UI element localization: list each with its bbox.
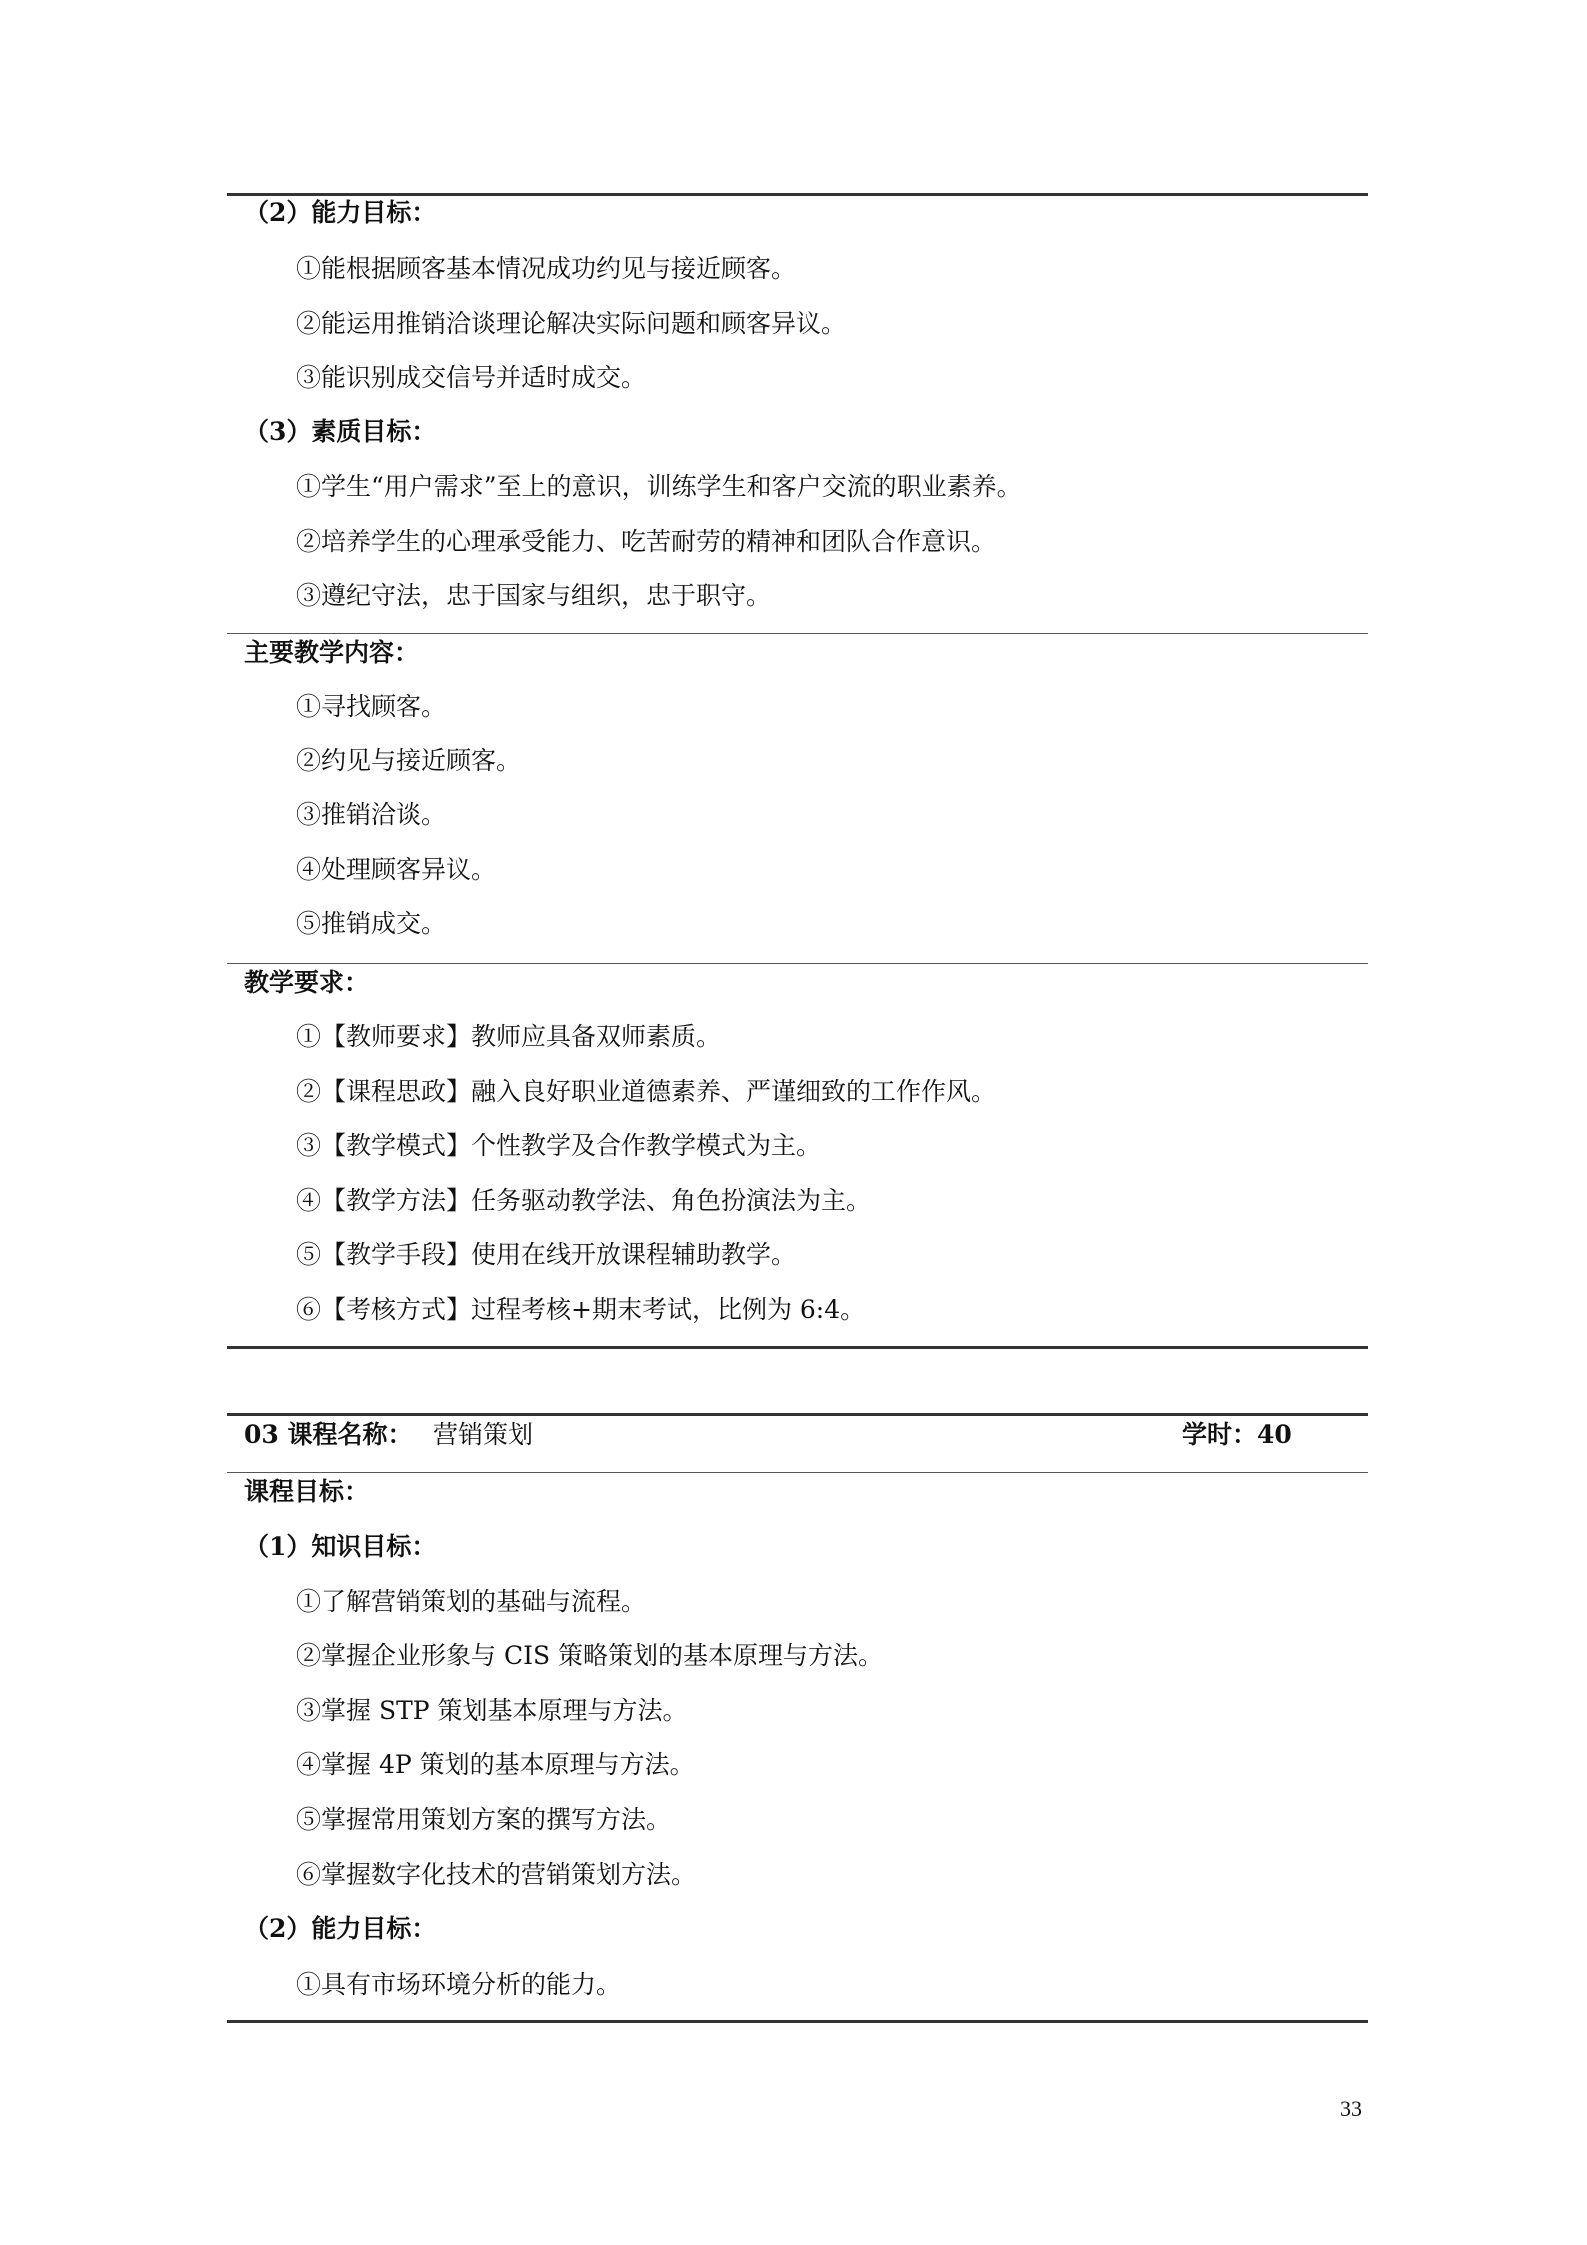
table-bottom-border — [227, 1346, 1368, 1349]
course-name: 营销策划 — [433, 1420, 534, 1449]
list-item: ①学生“用户需求”至上的意识，训练学生和客户交流的职业素养。 — [296, 472, 1022, 501]
course-number-label: 03 课程名称： — [244, 1420, 413, 1449]
section-divider — [227, 1472, 1368, 1473]
list-item: ⑤【教学手段】使用在线开放课程辅助教学。 — [296, 1240, 797, 1269]
list-item: ①能根据顾客基本情况成功约见与接近顾客。 — [296, 254, 797, 283]
knowledge-goal-heading: （1）知识目标： — [244, 1532, 437, 1561]
quality-goal-heading: （3）素质目标： — [244, 417, 437, 446]
list-item: ①寻找顾客。 — [296, 692, 447, 721]
list-item: ③推销洽谈。 — [296, 800, 447, 829]
list-item: ②约见与接近顾客。 — [296, 746, 522, 775]
list-item: ④【教学方法】任务驱动教学法、角色扮演法为主。 — [296, 1186, 872, 1215]
list-item: ①了解营销策划的基础与流程。 — [296, 1587, 647, 1616]
list-item: ③掌握 STP 策划基本原理与方法。 — [296, 1696, 688, 1725]
list-item: ②能运用推销洽谈理论解决实际问题和顾客异议。 — [296, 309, 847, 338]
list-item: ①具有市场环境分析的能力。 — [296, 1970, 622, 1999]
ability-goal-heading: （2）能力目标： — [244, 198, 437, 227]
list-item: ②掌握企业形象与 CIS 策略策划的基本原理与方法。 — [296, 1641, 884, 1670]
section-divider — [227, 963, 1368, 964]
teaching-requirements-heading: 教学要求： — [244, 968, 370, 997]
ability-goal-heading: （2）能力目标： — [244, 1914, 437, 1943]
list-item: ③能识别成交信号并适时成交。 — [296, 363, 647, 392]
table-top-border — [227, 1413, 1368, 1416]
list-item: ⑤推销成交。 — [296, 909, 447, 938]
list-item: ③【教学模式】个性教学及合作教学模式为主。 — [296, 1131, 822, 1160]
list-item: ⑤掌握常用策划方案的撰写方法。 — [296, 1805, 672, 1834]
list-item: ①【教师要求】教师应具备双师素质。 — [296, 1022, 722, 1051]
list-item: ②【课程思政】融入良好职业道德素养、严谨细致的工作作风。 — [296, 1077, 997, 1106]
table-bottom-border — [227, 2020, 1368, 2023]
page-number: 33 — [1340, 2096, 1362, 2121]
list-item: ⑥【考核方式】过程考核+期末考试，比例为 6:4。 — [296, 1295, 866, 1324]
list-item: ④处理顾客异议。 — [296, 855, 497, 884]
list-item: ⑥掌握数字化技术的营销策划方法。 — [296, 1860, 697, 1889]
course-goal-heading: 课程目标： — [244, 1477, 370, 1506]
course-hours: 学时：40 — [1182, 1420, 1292, 1449]
main-content-heading: 主要教学内容： — [244, 638, 420, 667]
list-item: ④掌握 4P 策划的基本原理与方法。 — [296, 1750, 695, 1779]
list-item: ③遵纪守法，忠于国家与组织，忠于职守。 — [296, 581, 772, 610]
section-divider — [227, 633, 1368, 634]
list-item: ②培养学生的心理承受能力、吃苦耐劳的精神和团队合作意识。 — [296, 527, 997, 556]
